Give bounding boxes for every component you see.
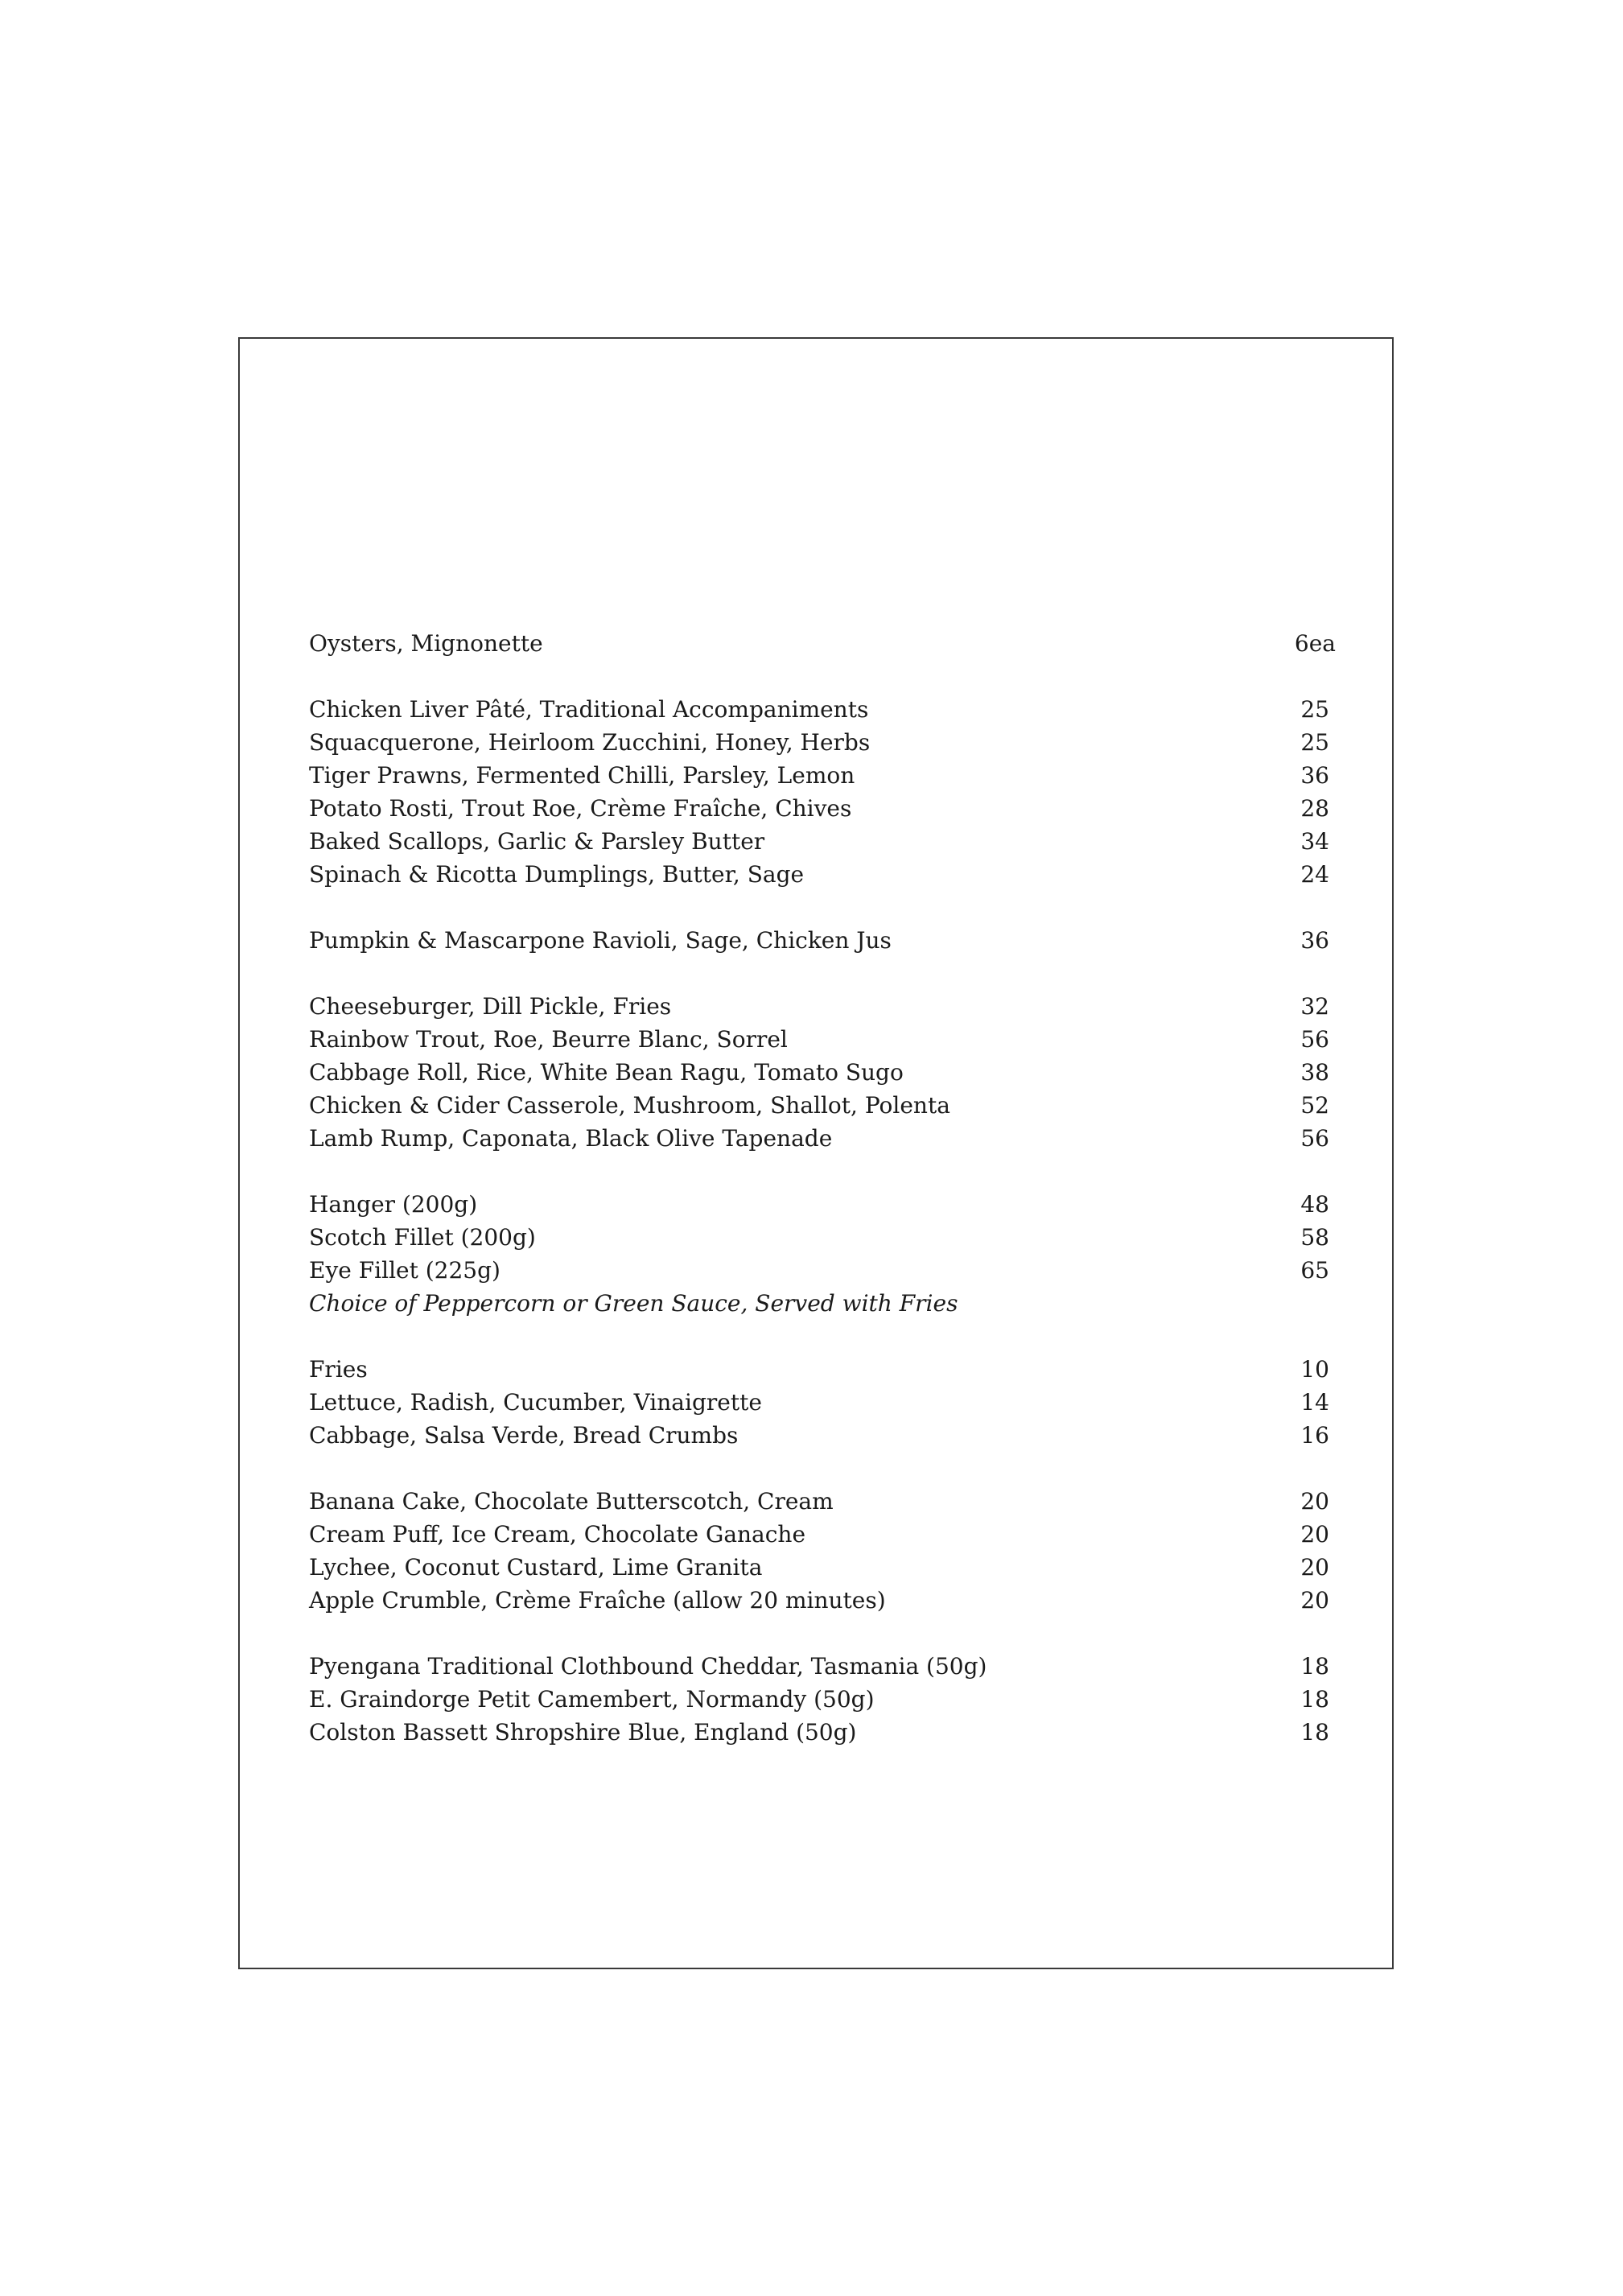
- menu-item: [309, 1386, 1336, 1419]
- menu-item: [309, 1584, 1336, 1617]
- menu-item: [309, 825, 1336, 858]
- item-name: Tiger Prawns, Fermented Chilli, Parsley, Lemon: [309, 762, 855, 789]
- item-price: 56: [1300, 1026, 1329, 1053]
- menu-item: [309, 1419, 1336, 1452]
- item-name: Hanger (200g): [309, 1191, 478, 1218]
- item-price: 16: [1300, 1422, 1329, 1449]
- menu-item: [309, 1683, 1336, 1716]
- item-name: Pumpkin & Mascarpone Ravioli, Sage, Chicken Jus: [309, 927, 892, 954]
- menu-section-oysters: [309, 627, 1336, 660]
- menu-section-mains: [309, 990, 1336, 1155]
- menu-item: [309, 924, 1336, 957]
- item-name: Chicken & Cider Casserole, Mushroom, Shallot, Polenta: [309, 1092, 950, 1119]
- item-price: 10: [1300, 1356, 1329, 1383]
- menu-item: [309, 1551, 1336, 1584]
- item-price: 20: [1300, 1554, 1329, 1581]
- item-price: 48: [1300, 1191, 1329, 1218]
- item-name: Scotch Fillet (200g): [309, 1224, 536, 1251]
- menu-item: [309, 1056, 1336, 1089]
- item-price: 6ea: [1294, 630, 1336, 657]
- item-price: 32: [1300, 993, 1329, 1020]
- item-price: 52: [1300, 1092, 1329, 1119]
- item-name: Squacquerone, Heirloom Zucchini, Honey, Herbs: [309, 729, 871, 756]
- menu-section-sides: [309, 1353, 1336, 1452]
- item-price: 18: [1300, 1719, 1329, 1746]
- menu-item: [309, 1023, 1336, 1056]
- item-price: 58: [1300, 1224, 1329, 1251]
- menu-item: [309, 1254, 1336, 1287]
- menu-item: [309, 1650, 1336, 1683]
- menu-section-pasta: [309, 924, 1336, 957]
- menu-item: [309, 1353, 1336, 1386]
- item-price: 18: [1300, 1686, 1329, 1713]
- item-name: Pyengana Traditional Clothbound Cheddar, Tasmania (50g): [309, 1653, 987, 1680]
- menu-item: [309, 759, 1336, 792]
- item-price: 56: [1300, 1125, 1329, 1152]
- item-price: 65: [1300, 1257, 1329, 1284]
- menu-item: [309, 1716, 1336, 1749]
- item-price: 20: [1300, 1587, 1329, 1614]
- menu-item: [309, 1122, 1336, 1155]
- item-name: Oysters, Mignonette: [309, 630, 543, 657]
- item-price: 36: [1300, 762, 1329, 789]
- item-price: 28: [1300, 795, 1329, 822]
- item-price: 25: [1300, 696, 1329, 723]
- menu-item: [309, 726, 1336, 759]
- item-name: Cheeseburger, Dill Pickle, Fries: [309, 993, 672, 1020]
- menu-item: [309, 1221, 1336, 1254]
- item-name: Cream Puff, Ice Cream, Chocolate Ganache: [309, 1521, 806, 1548]
- item-price: 24: [1300, 861, 1329, 888]
- item-price: 20: [1300, 1521, 1329, 1548]
- menu-item: [309, 627, 1336, 660]
- item-name: Banana Cake, Chocolate Butterscotch, Cream: [309, 1488, 834, 1515]
- menu-item: [309, 858, 1336, 891]
- menu-item: [309, 990, 1336, 1023]
- menu-section-cheese: [309, 1650, 1336, 1749]
- item-name: Lettuce, Radish, Cucumber, Vinaigrette: [309, 1389, 762, 1416]
- item-name: Baked Scallops, Garlic & Parsley Butter: [309, 828, 765, 855]
- menu-item: [309, 693, 1336, 726]
- menu-section-starters: [309, 693, 1336, 891]
- item-name: Spinach & Ricotta Dumplings, Butter, Sage: [309, 861, 805, 888]
- menu-section-steaks: [309, 1188, 1336, 1320]
- item-price: 20: [1300, 1488, 1329, 1515]
- item-name: Cabbage, Salsa Verde, Bread Crumbs: [309, 1422, 739, 1449]
- item-name: E. Graindorge Petit Camembert, Normandy (50g): [309, 1686, 875, 1713]
- item-name: Apple Crumble, Crème Fraîche (allow 20 minutes): [309, 1587, 886, 1614]
- item-name: Chicken Liver Pâté, Traditional Accompaniments: [309, 696, 869, 723]
- item-price: 25: [1300, 729, 1329, 756]
- item-name: Cabbage Roll, Rice, White Bean Ragu, Tomato Sugo: [309, 1059, 904, 1086]
- item-price: 18: [1300, 1653, 1329, 1680]
- menu-item: [309, 1188, 1336, 1221]
- steak-note: Choice of Peppercorn or Green Sauce, Served with Fries: [309, 1290, 958, 1317]
- item-price: 14: [1300, 1389, 1329, 1416]
- item-name: Potato Rosti, Trout Roe, Crème Fraîche, Chives: [309, 795, 852, 822]
- item-name: Lamb Rump, Caponata, Black Olive Tapenade: [309, 1125, 833, 1152]
- item-name: Fries: [309, 1356, 368, 1383]
- menu-item: [309, 1518, 1336, 1551]
- item-price: 36: [1300, 927, 1329, 954]
- menu-item: [309, 1485, 1336, 1518]
- menu-list: [309, 627, 1336, 1782]
- item-name: Colston Bassett Shropshire Blue, England (50g): [309, 1719, 857, 1746]
- item-price: 38: [1300, 1059, 1329, 1086]
- menu-section-desserts: [309, 1485, 1336, 1617]
- item-price: 34: [1300, 828, 1329, 855]
- item-name: Rainbow Trout, Roe, Beurre Blanc, Sorrel: [309, 1026, 788, 1053]
- item-name: Eye Fillet (225g): [309, 1257, 500, 1284]
- menu-item: [309, 792, 1336, 825]
- item-name: Lychee, Coconut Custard, Lime Granita: [309, 1554, 763, 1581]
- menu-item: [309, 1089, 1336, 1122]
